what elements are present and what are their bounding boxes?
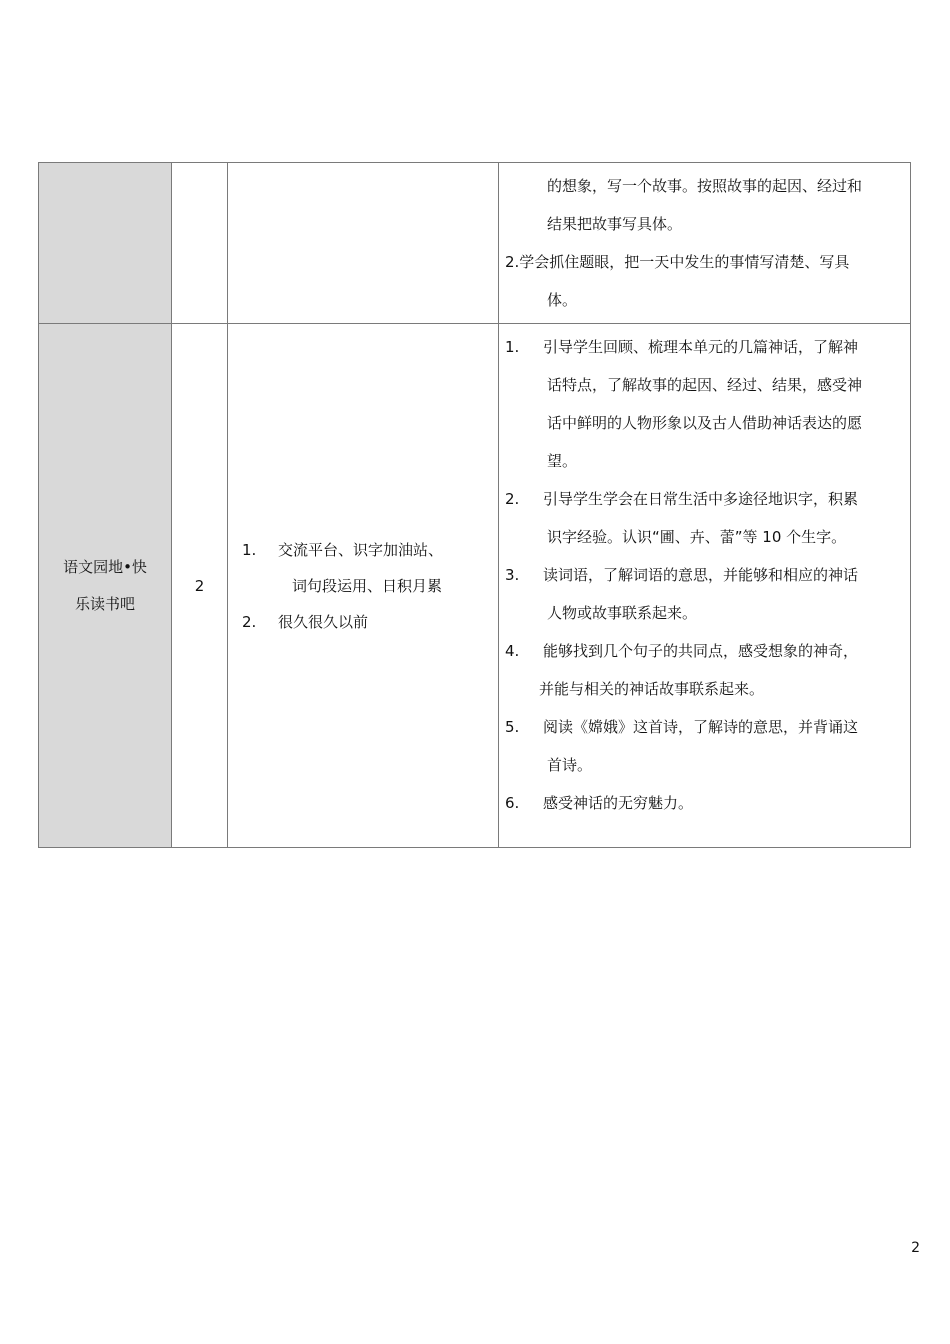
content-list [228, 532, 498, 640]
list-item [242, 604, 492, 640]
unit-title-line: 语文园地•快 [63, 557, 147, 576]
item-number: 5. [505, 718, 520, 736]
item-text: 首诗。 [547, 756, 593, 774]
item-text: 话中鲜明的人物形象以及古人借助神话表达的愿 [547, 414, 863, 432]
content-cell [228, 163, 499, 324]
item-text: 人物或故事联系起来。 [547, 604, 698, 622]
hours-cell [172, 163, 228, 324]
lesson-plan-table [38, 162, 911, 848]
page-number: 2 [911, 1240, 920, 1256]
unit-cell [39, 163, 172, 324]
list-item [505, 328, 904, 366]
goal-line: 体。 [547, 291, 578, 309]
item-text: 引导学生回顾、梳理本单元的几篇神话，了解神 [543, 338, 859, 356]
goal-line: 2.学会抓住题眼，把一天中发生的事情写清楚、写具 [505, 253, 850, 271]
item-text: 并能与相关的神话故事联系起来。 [539, 680, 765, 698]
item-text: 感受神话的无穷魅力。 [543, 794, 694, 812]
unit-cell [39, 324, 172, 848]
item-text: 词句段运用、日积月累 [292, 576, 443, 595]
goals-cell [499, 324, 911, 848]
item-text: 交流平台、识字加油站、 [278, 540, 444, 559]
item-text: 望。 [547, 452, 578, 470]
hours-cell: 2 [172, 324, 228, 848]
item-text: 阅读《嫦娥》这首诗，了解诗的意思，并背诵这 [543, 718, 859, 736]
item-number: 1. [505, 338, 520, 356]
unit-title-line: 乐读书吧 [74, 594, 135, 613]
list-item [505, 784, 904, 822]
table-row [39, 163, 911, 324]
list-item [505, 480, 904, 518]
item-text: 很久很久以前 [278, 612, 369, 631]
list-item [505, 708, 904, 746]
item-text: 读词语，了解词语的意思，并能够和相应的神话 [543, 566, 859, 584]
list-item [505, 556, 904, 594]
table-row [39, 324, 911, 848]
goal-line: 结果把故事写具体。 [547, 215, 683, 233]
goals-cell [499, 163, 911, 324]
item-text: 识字经验。认识“圃、卉、蕾”等 10 个生字。 [547, 528, 847, 546]
item-text: 引导学生学会在日常生活中多途径地识字，积累 [543, 490, 859, 508]
item-number: 1. [242, 540, 257, 559]
content-cell [228, 324, 499, 848]
list-item [242, 532, 492, 568]
item-number: 2. [505, 490, 520, 508]
item-text: 话特点，了解故事的起因、经过、结果，感受神 [547, 376, 863, 394]
goal-line: 的想象，写一个故事。按照故事的起因、经过和 [547, 177, 863, 195]
list-item [505, 632, 904, 670]
item-text: 能够找到几个句子的共同点，感受想象的神奇， [543, 642, 859, 660]
item-number: 4. [505, 642, 520, 660]
item-number: 2. [242, 612, 257, 631]
item-number: 6. [505, 794, 520, 812]
item-number: 3. [505, 566, 520, 584]
